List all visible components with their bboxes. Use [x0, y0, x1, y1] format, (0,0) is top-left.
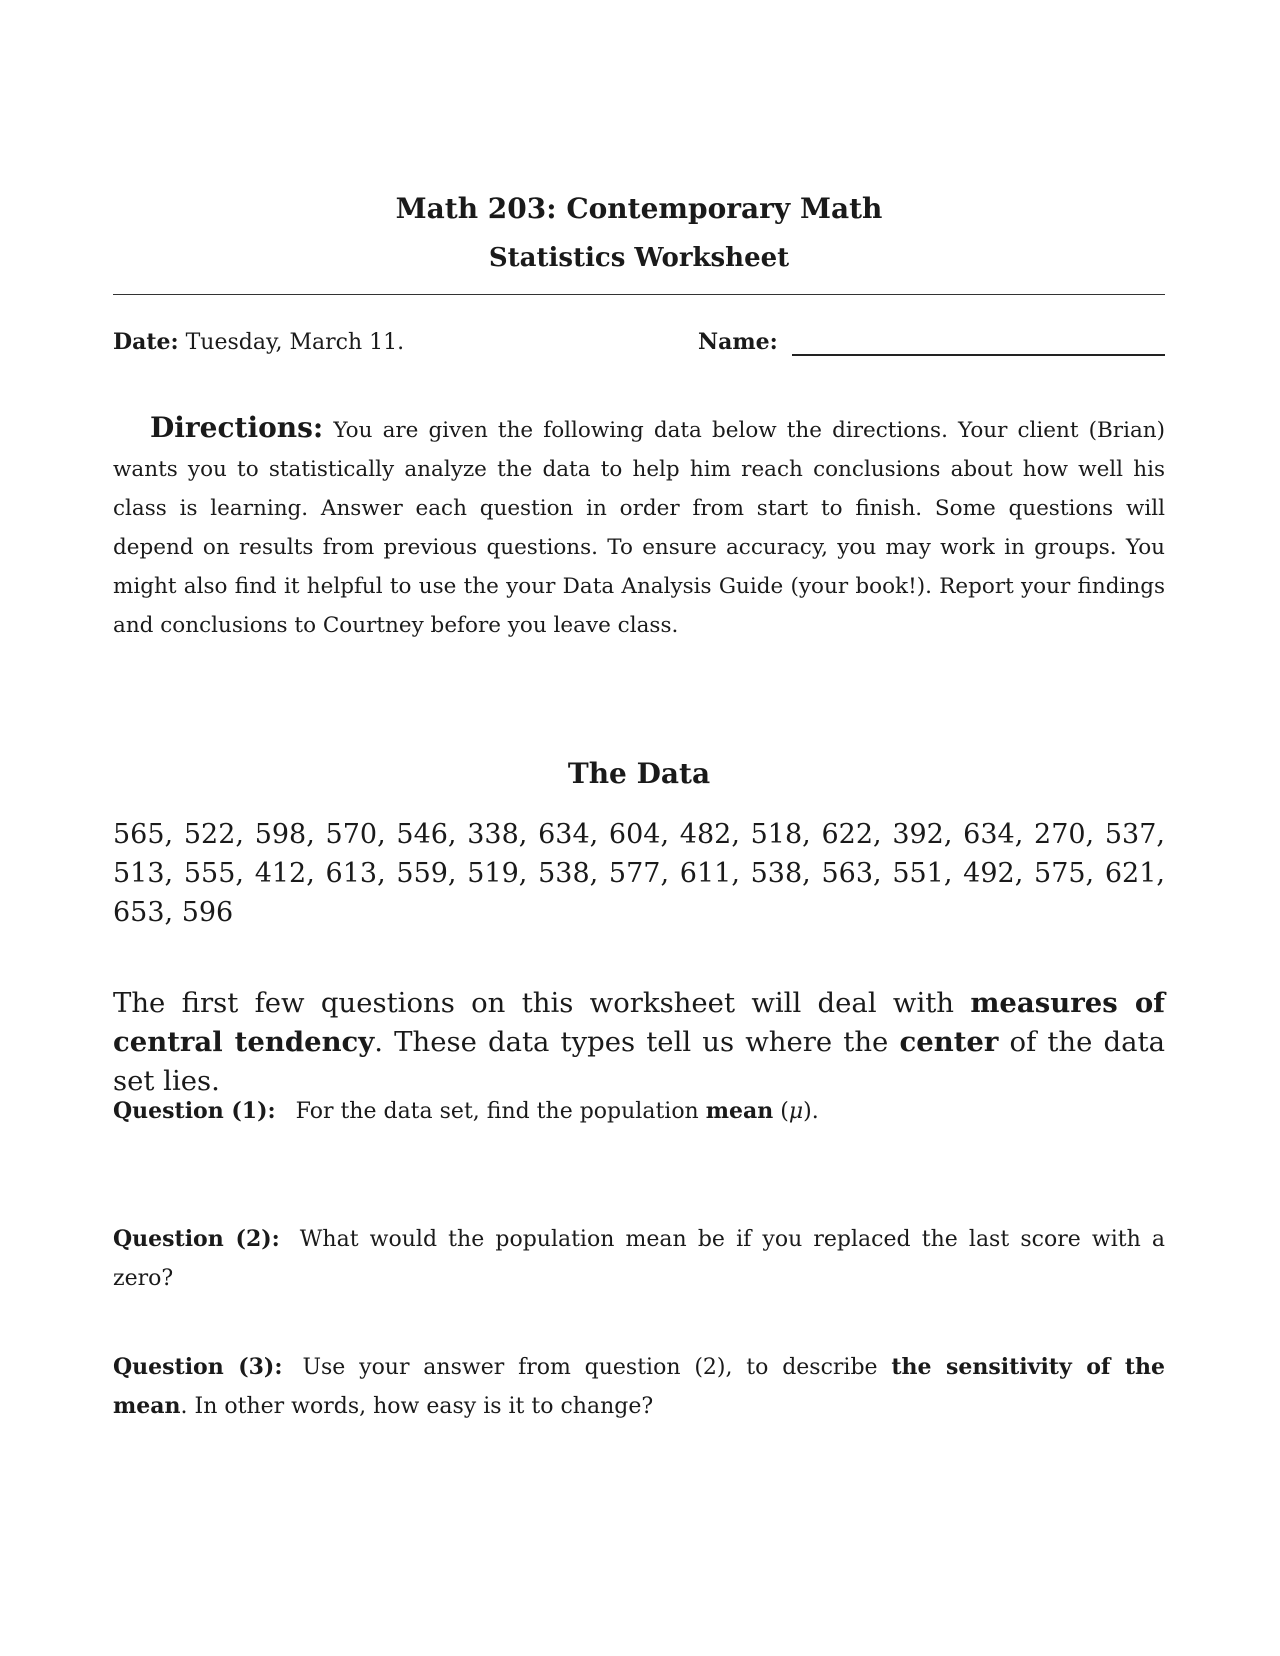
question-1 — [113, 1092, 1165, 1131]
directions-label: Directions: — [150, 411, 324, 444]
question-2-label: Question (2): — [113, 1226, 280, 1252]
intro-text-1: The first few questions on this worksheet will deal with — [113, 987, 971, 1019]
intro-text-3: of the data set lies. — [113, 1026, 1165, 1097]
intro-text-2: . These data types tell us where the — [374, 1026, 900, 1058]
question-3-label: Question (3): — [113, 1354, 283, 1380]
page-title: Math 203: Contemporary Math — [395, 192, 883, 225]
data-values: 565, 522, 598, 570, 546, 338, 634, 604, 482, 518, 622, 392, 634, 270, 537, 513, 555, 412, 613, 559, 519, 538, 577, 611, 538, 563, 551, 492, 575, 621, 653, 596 — [113, 819, 1165, 928]
name-label: Name: — [698, 329, 778, 355]
directions-paragraph — [113, 408, 1165, 645]
date-line — [113, 328, 404, 357]
question-3-text-end: . In other words, how easy is it to change? — [180, 1394, 654, 1419]
header-divider — [113, 294, 1165, 295]
directions-text: You are given the following data below the directions. Your client (Brian) wants you to statistically analyze the data to help him reach conclusions about how well his class is learning. Answer each question in order from start to finish. Some questions will depend on results from previous questions. To ensure accuracy, you may work in groups. You might also find it helpful to use the your Data Analysis Guide (your book!). Report your findings and conclusions to Courtney before you leave class. — [113, 418, 1165, 638]
question-2-text: What would the population mean be if you replaced the last score with a zero? — [113, 1227, 1166, 1291]
mu-symbol: μ — [788, 1099, 804, 1124]
name-line — [698, 328, 1165, 356]
intro-bold-1: measures of central tendency — [113, 987, 1165, 1058]
question-3-text: Use your answer from question (2), to describe — [302, 1355, 892, 1380]
name-blank-field[interactable] — [792, 330, 1165, 356]
question-2 — [113, 1220, 1165, 1298]
question-3-bold: the sensitivity of the mean — [113, 1354, 1166, 1419]
intro-paragraph — [113, 984, 1165, 1101]
question-3 — [113, 1348, 1165, 1426]
question-1-label: Question (1): — [113, 1098, 276, 1124]
data-heading: The Data — [567, 757, 711, 790]
page-subtitle: Statistics Worksheet — [488, 243, 790, 273]
question-1-end: ). — [803, 1099, 819, 1124]
date-label: Date: — [113, 329, 179, 355]
date-value: Tuesday, March 11. — [185, 330, 405, 355]
question-1-text: For the data set, find the population — [295, 1099, 706, 1124]
question-1-bold: mean — [705, 1098, 774, 1124]
intro-bold-2: center — [899, 1026, 999, 1058]
question-1-paren-open: ( — [773, 1099, 789, 1124]
